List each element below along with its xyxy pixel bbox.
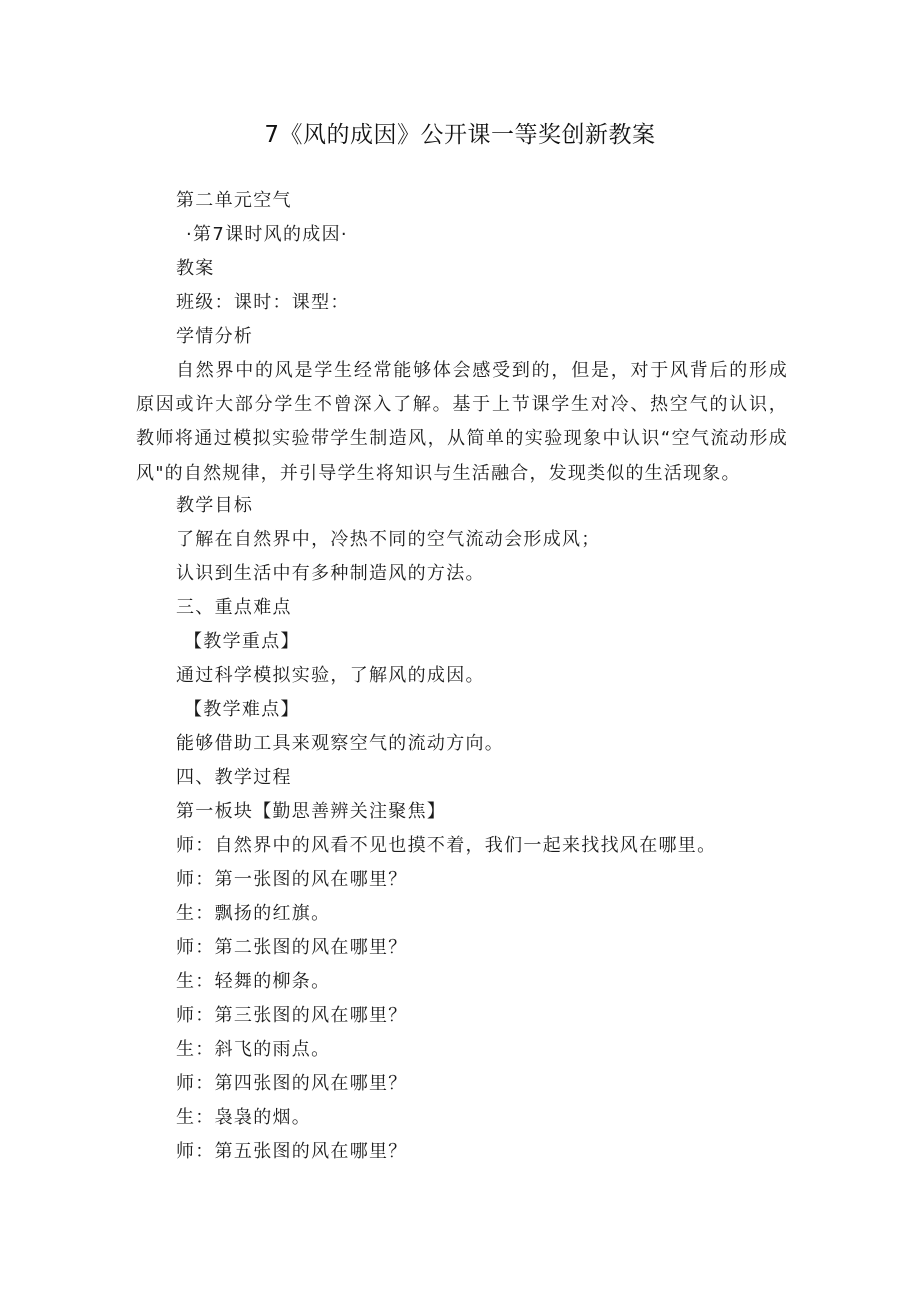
dialogue-line: 师：第五张图的风在哪里？ <box>176 1141 408 1162</box>
section-heading-goals: 教学目标 <box>176 495 254 516</box>
difficulty-text: 能够借助工具来观察空气的流动方向。 <box>176 733 505 754</box>
lesson-heading: ·第7课时风的成因· <box>186 224 348 245</box>
dialogue-line: 师：第四张图的风在哪里？ <box>176 1073 408 1094</box>
class-info-line: 班级：课时：课型： <box>176 292 350 313</box>
section-heading-analysis: 学情分析 <box>176 326 254 347</box>
analysis-paragraph: 自然界中的风是学生经常能够体会感受到的，但是，对于风背后的形成原因或许大部分学生不曾深入了解。基于上节课学生对冷、热空气的认识，教师将通过模拟实验带学生制造风，从简单的实验现象中认识“空气流动形成风"的自然规律，并引导学生将知识与生活融合，发现类似的生活现象。 <box>136 360 788 484</box>
dialogue-line: 师：第一张图的风在哪里？ <box>176 869 408 890</box>
plan-label: 教案 <box>176 258 215 279</box>
dialogue-line: 生：轻舞的柳条。 <box>176 971 331 992</box>
dialogue-line: 生：飘扬的红旗。 <box>176 903 331 924</box>
section-heading-process: 四、教学过程 <box>176 767 292 788</box>
key-point-text: 通过科学模拟实验，了解风的成因。 <box>176 665 485 686</box>
dialogue-line: 生：袅袅的烟。 <box>176 1107 312 1128</box>
subheading-key: 【教学重点】 <box>184 631 300 652</box>
dialogue-line: 生：斜飞的雨点。 <box>176 1039 331 1060</box>
document-title: 7《风的成因》公开课一等奖创新教案 <box>264 122 656 148</box>
dialogue-line: 师：自然界中的风看不见也摸不着，我们一起来找找风在哪里。 <box>176 835 717 856</box>
subheading-difficulty: 【教学难点】 <box>184 699 300 720</box>
dialogue-line: 师：第三张图的风在哪里？ <box>176 1005 408 1026</box>
unit-heading: 第二单元空气 <box>176 190 292 211</box>
block-heading: 第一板块【勤思善辨关注聚焦】 <box>176 801 447 822</box>
goal-item: 认识到生活中有多种制造风的方法。 <box>176 563 485 584</box>
goal-item: 了解在自然界中，冷热不同的空气流动会形成风； <box>176 529 601 550</box>
section-heading-keypoints: 三、重点难点 <box>176 597 292 618</box>
dialogue-line: 师：第二张图的风在哪里？ <box>176 937 408 958</box>
